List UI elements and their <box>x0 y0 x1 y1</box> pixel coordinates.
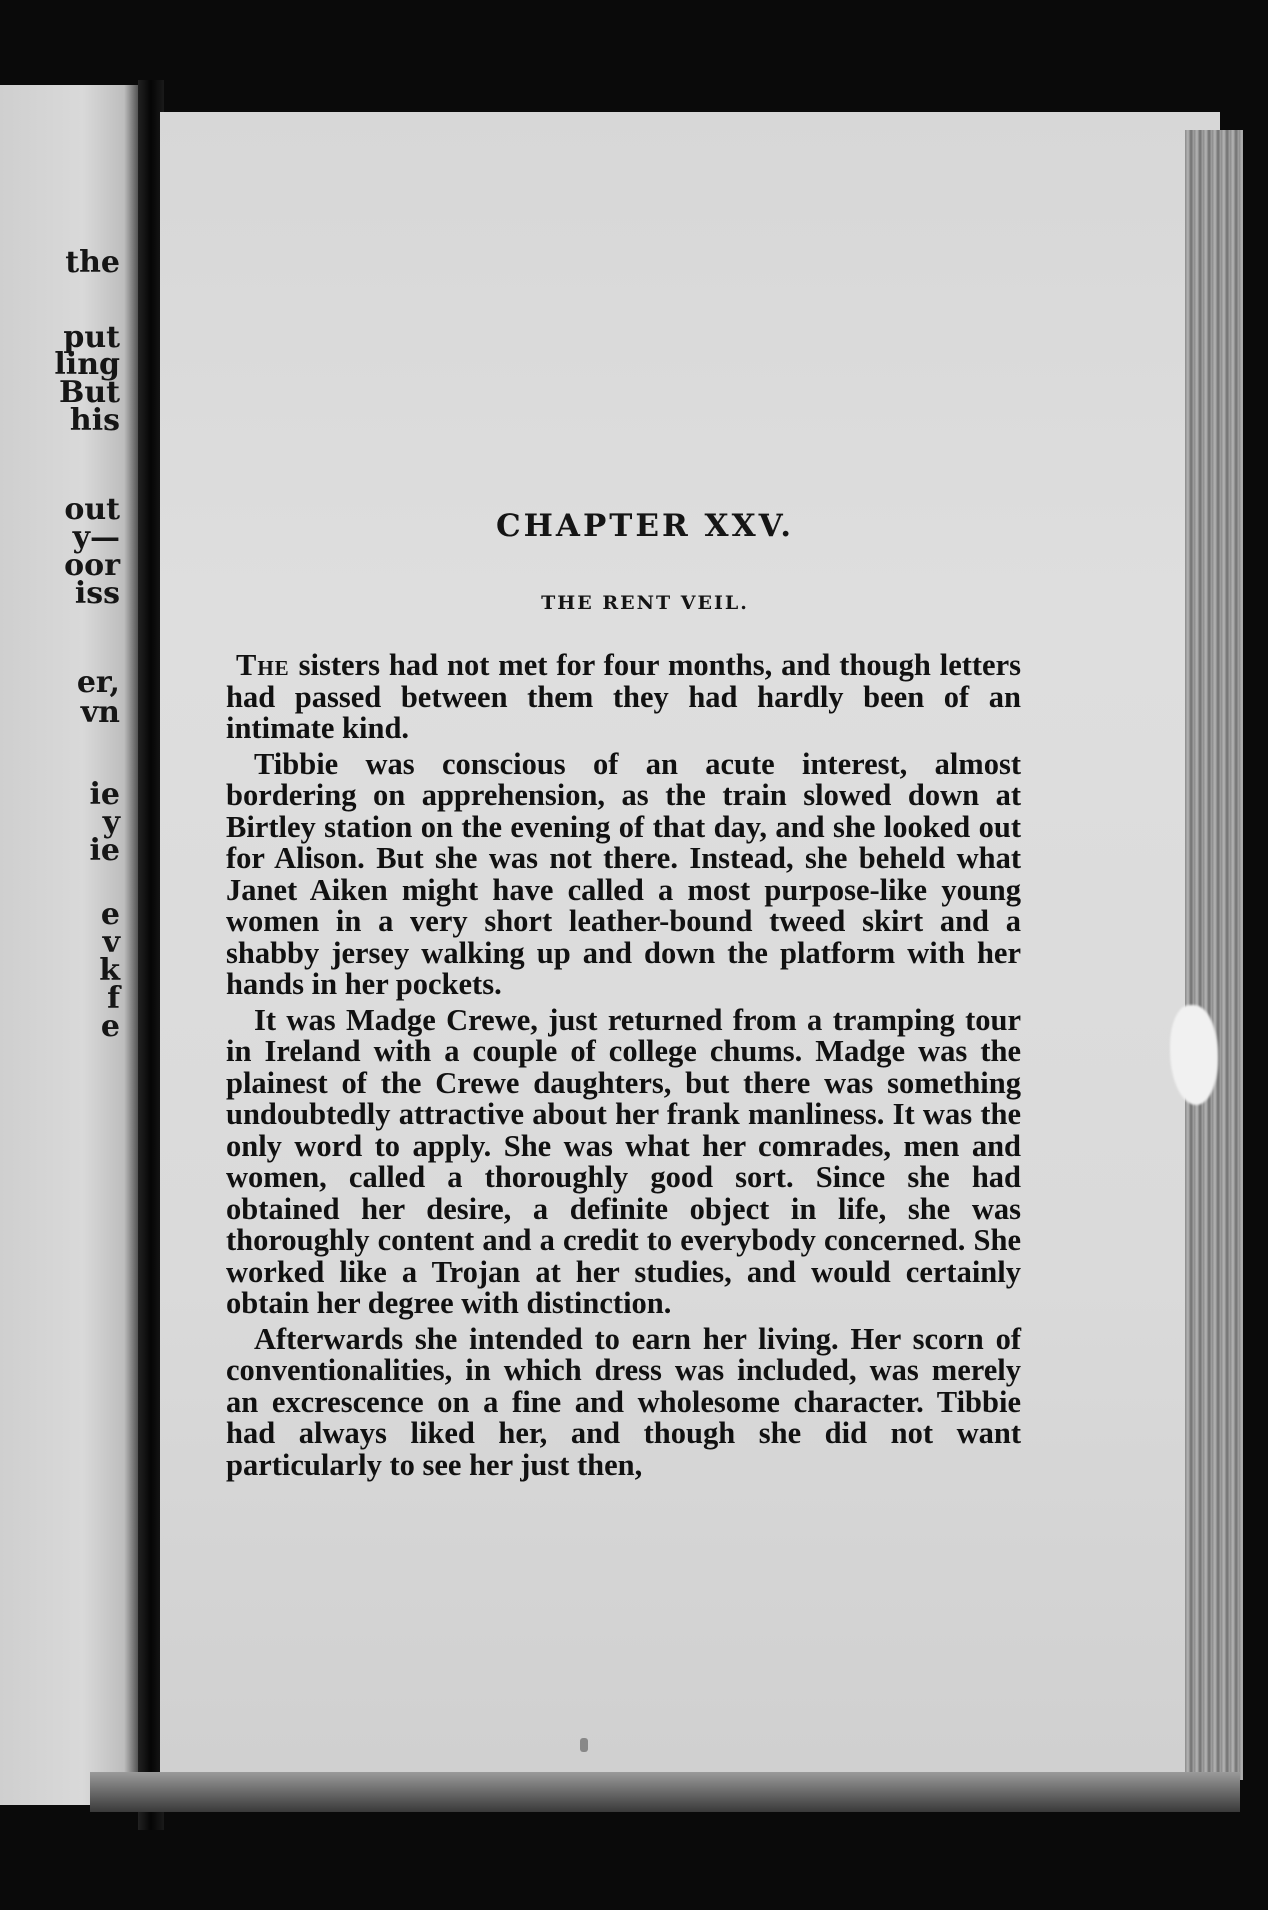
previous-page-fragment: ie <box>89 833 120 868</box>
previous-page-edge <box>0 85 138 1805</box>
previous-page-fragment: er, <box>76 665 120 700</box>
previous-page-fragment: oor <box>64 548 120 583</box>
previous-page-fragment: iss <box>74 576 120 611</box>
paragraph <box>226 650 1021 745</box>
previous-page-fragment: y <box>102 805 120 840</box>
previous-page-fragment: out <box>64 492 120 527</box>
paragraph: Afterwards she intended to earn her living. Her scorn of conventionalities, in which dress was included, was merely an excrescence on a fine and wholesome character. Tibbie had always liked her, and though she did not want particularly to see her just then, <box>226 1321 1021 1482</box>
previous-page-fragment: v <box>102 925 120 960</box>
previous-page-fragment: put <box>63 320 120 355</box>
paragraph: Tibbie was conscious of an acute interest, almost bordering on apprehension, as the train slowed down at Birtley station on the evening of that day, and she looked out for Alison. But she was not there. Instead, she beheld what Janet Aiken might have called a most purpose-like young women in a very short leather-bound tweed skirt and a shabby jersey walking up and down the platform with her hands in her pockets. <box>226 746 1021 1001</box>
previous-page-fragment: ie <box>89 777 120 812</box>
paragraph: It was Madge Crewe, just returned from a tramping tour in Ireland with a couple of college chums. Madge was the plainest of the Crewe daughters, but there was something undoubtedly attractive about her frank manliness. It was the only word to apply. She was what her comrades, men and women, called a thoroughly good sort. Since she had obtained her desire, a definite object in life, she was thoroughly content and a credit to everybody concerned. She worked like a Trojan at her studies, and would certainly obtain her degree with distinction. <box>226 1002 1021 1320</box>
paragraph-text: sisters had not met for four months, and though letters had passed between them they had hardly been of an intimate kind. <box>226 648 1021 745</box>
chapter-title: CHAPTER XXV. <box>495 508 795 544</box>
previous-page-fragment: e <box>100 1009 120 1044</box>
drop-lead-word: The <box>236 648 290 682</box>
previous-page-fragment: his <box>69 403 120 438</box>
previous-page-fragment: But <box>58 375 120 410</box>
page-footer-mark <box>580 1738 588 1752</box>
previous-page-fragment: ling <box>54 347 120 382</box>
previous-page-fragment: y— <box>72 520 120 555</box>
previous-page-fragment: the <box>65 245 120 280</box>
chapter-subtitle: THE RENT VEIL. <box>541 592 749 614</box>
previous-page-fragment: k <box>99 953 120 988</box>
chapter-body <box>226 650 1021 1485</box>
previous-page-fragment: e <box>100 897 120 932</box>
previous-page-fragment: vn <box>80 695 120 730</box>
page-bottom-shadow <box>90 1772 1240 1812</box>
page-stack-edge <box>1185 130 1243 1780</box>
previous-page-fragment: f <box>107 981 120 1016</box>
